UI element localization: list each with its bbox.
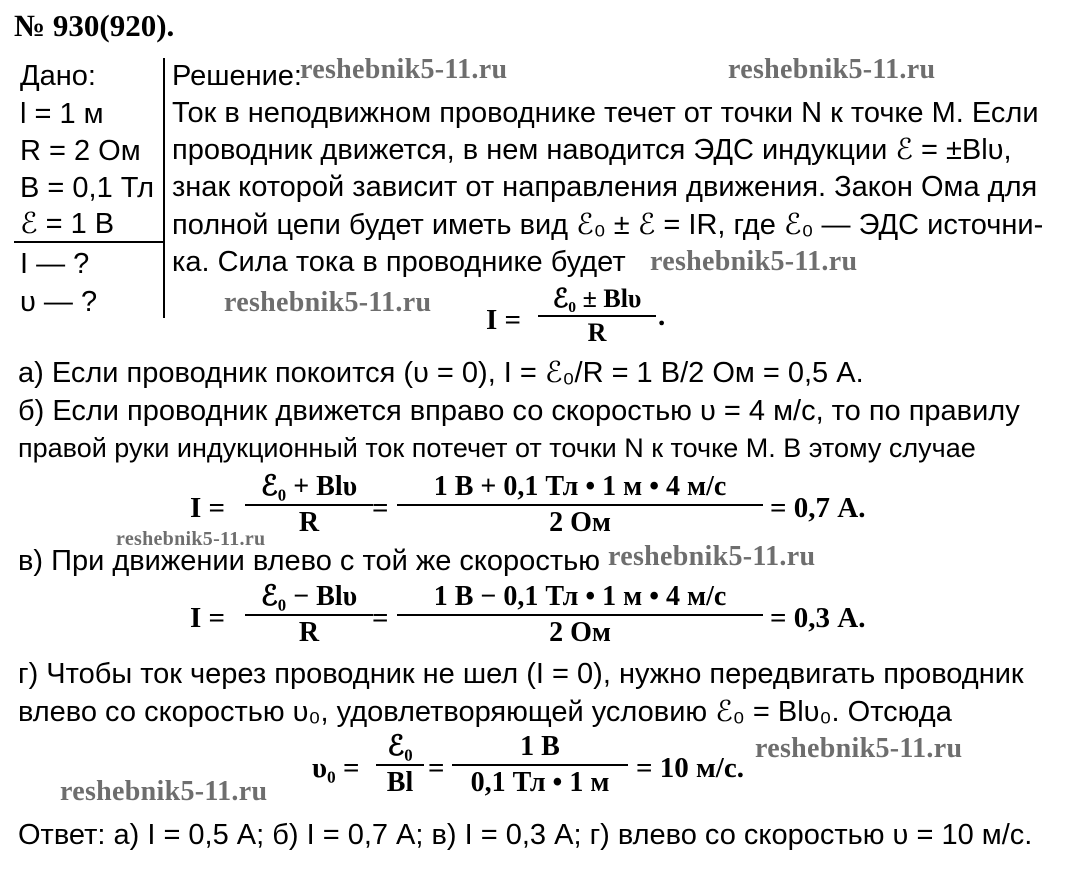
watermark: reshebnik5-11.ru bbox=[650, 246, 858, 277]
answer: Ответ: а) I = 0,5 А; б) I = 0,7 А; в) I = 0,3 А; г) влево со скоростью υ = 10 м/с. bbox=[18, 819, 1033, 851]
part-b-line-2: правой руки индукционный ток потечет от точки N к точке M. В этому случае bbox=[18, 433, 976, 463]
given-length: l = 1 м bbox=[20, 98, 104, 130]
part-a: а) Если проводник покоится (υ = 0), I = ℰ₀/R = 1 В/2 Ом = 0,5 А. bbox=[18, 357, 864, 389]
c-formula-numerator-2: 1 В − 0,1 Тл • 1 м • 4 м/с bbox=[433, 581, 727, 612]
main-formula-fraction bbox=[538, 283, 656, 349]
main-formula-numerator: ℰ₀ ± Blυ bbox=[552, 284, 642, 313]
solution-line-4: полной цепи будет иметь вид ℰ₀ ± ℰ = IR, где ℰ₀ — ЭДС источни- bbox=[172, 209, 1044, 241]
watermark: reshebnik5-11.ru bbox=[116, 528, 266, 550]
d-formula-lhs: υ₀ = bbox=[312, 752, 360, 784]
unknown-current: I — ? bbox=[20, 248, 90, 280]
part-d-line-1: г) Чтобы ток через проводник не шел (I = 0), нужно передвигать проводник bbox=[18, 658, 1024, 690]
b-formula-denominator-1: R bbox=[298, 507, 320, 538]
given-resistance: R = 2 Ом bbox=[20, 135, 141, 167]
unknown-velocity: υ — ? bbox=[20, 286, 98, 318]
d-formula-denominator-1: Bl bbox=[386, 767, 414, 798]
c-formula-lhs: I = bbox=[190, 602, 226, 634]
b-formula-numerator-2: 1 В + 0,1 Тл • 1 м • 4 м/с bbox=[433, 471, 727, 502]
part-b-line-1: б) Если проводник движется вправо со скоростью υ = 4 м/с, то по правилу bbox=[18, 395, 1020, 427]
c-formula-denominator-2: 2 Ом bbox=[549, 617, 611, 648]
watermark: reshebnik5-11.ru bbox=[755, 733, 963, 764]
b-formula-eq: = bbox=[372, 492, 389, 524]
main-formula-lhs: I = bbox=[486, 304, 522, 336]
b-formula-numerator-1: ℰ₀ + Blυ bbox=[260, 471, 358, 502]
watermark: reshebnik5-11.ru bbox=[60, 776, 268, 807]
c-formula-numerator-1: ℰ₀ − Blυ bbox=[260, 581, 358, 612]
watermark: reshebnik5-11.ru bbox=[608, 541, 816, 572]
given-divider-vertical bbox=[163, 58, 165, 318]
c-formula-fraction-2 bbox=[397, 580, 763, 650]
given-title: Дано: bbox=[20, 60, 96, 92]
b-formula-lhs: I = bbox=[190, 492, 226, 524]
watermark: reshebnik5-11.ru bbox=[728, 54, 936, 85]
d-formula-eq: = bbox=[428, 752, 445, 784]
c-formula-fraction-1 bbox=[245, 580, 373, 650]
d-formula-numerator-2: 1 В bbox=[520, 731, 560, 762]
main-formula-end: . bbox=[658, 300, 666, 332]
c-formula-eq: = bbox=[372, 602, 389, 634]
d-formula-result: = 10 м/с. bbox=[636, 752, 744, 784]
solution-line-2: проводник движется, в нем наводится ЭДС индукции ℰ = ±Blυ, bbox=[172, 134, 1012, 166]
watermark: reshebnik5-11.ru bbox=[224, 287, 432, 318]
d-formula-fraction-1 bbox=[376, 730, 424, 800]
solution-line-3: знак которой зависит от направления движения. Закон Ома для bbox=[172, 171, 1038, 203]
c-formula-denominator-1: R bbox=[298, 617, 320, 648]
solution-line-5: ка. Сила тока в проводнике будет bbox=[172, 246, 626, 278]
given-induction: B = 0,1 Тл bbox=[20, 172, 155, 204]
d-formula-numerator-1: ℰ₀ bbox=[387, 731, 413, 762]
b-formula-fraction-2 bbox=[397, 470, 763, 540]
b-formula-denominator-2: 2 Ом bbox=[549, 507, 611, 538]
solution-title: Решение: bbox=[172, 60, 302, 92]
given-emf: ℰ = 1 В bbox=[20, 208, 115, 240]
solution-line-1: Ток в неподвижном проводнике течет от точки N к точке M. Если bbox=[172, 97, 1039, 129]
b-formula-result: = 0,7 А. bbox=[770, 492, 866, 524]
c-formula-result: = 0,3 А. bbox=[770, 602, 866, 634]
d-formula-denominator-2: 0,1 Тл • 1 м bbox=[470, 767, 610, 798]
problem-number: № 930(920). bbox=[14, 8, 175, 43]
part-d-line-2: влево со скоростью υ₀, удовлетворяющей условию ℰ₀ = Blυ₀. Отсюда bbox=[18, 696, 952, 728]
watermark: reshebnik5-11.ru bbox=[300, 54, 508, 85]
d-formula-fraction-2 bbox=[452, 730, 628, 800]
main-formula-denominator: R bbox=[587, 318, 607, 347]
part-c: в) При движении влево с той же скоростью bbox=[18, 545, 600, 577]
